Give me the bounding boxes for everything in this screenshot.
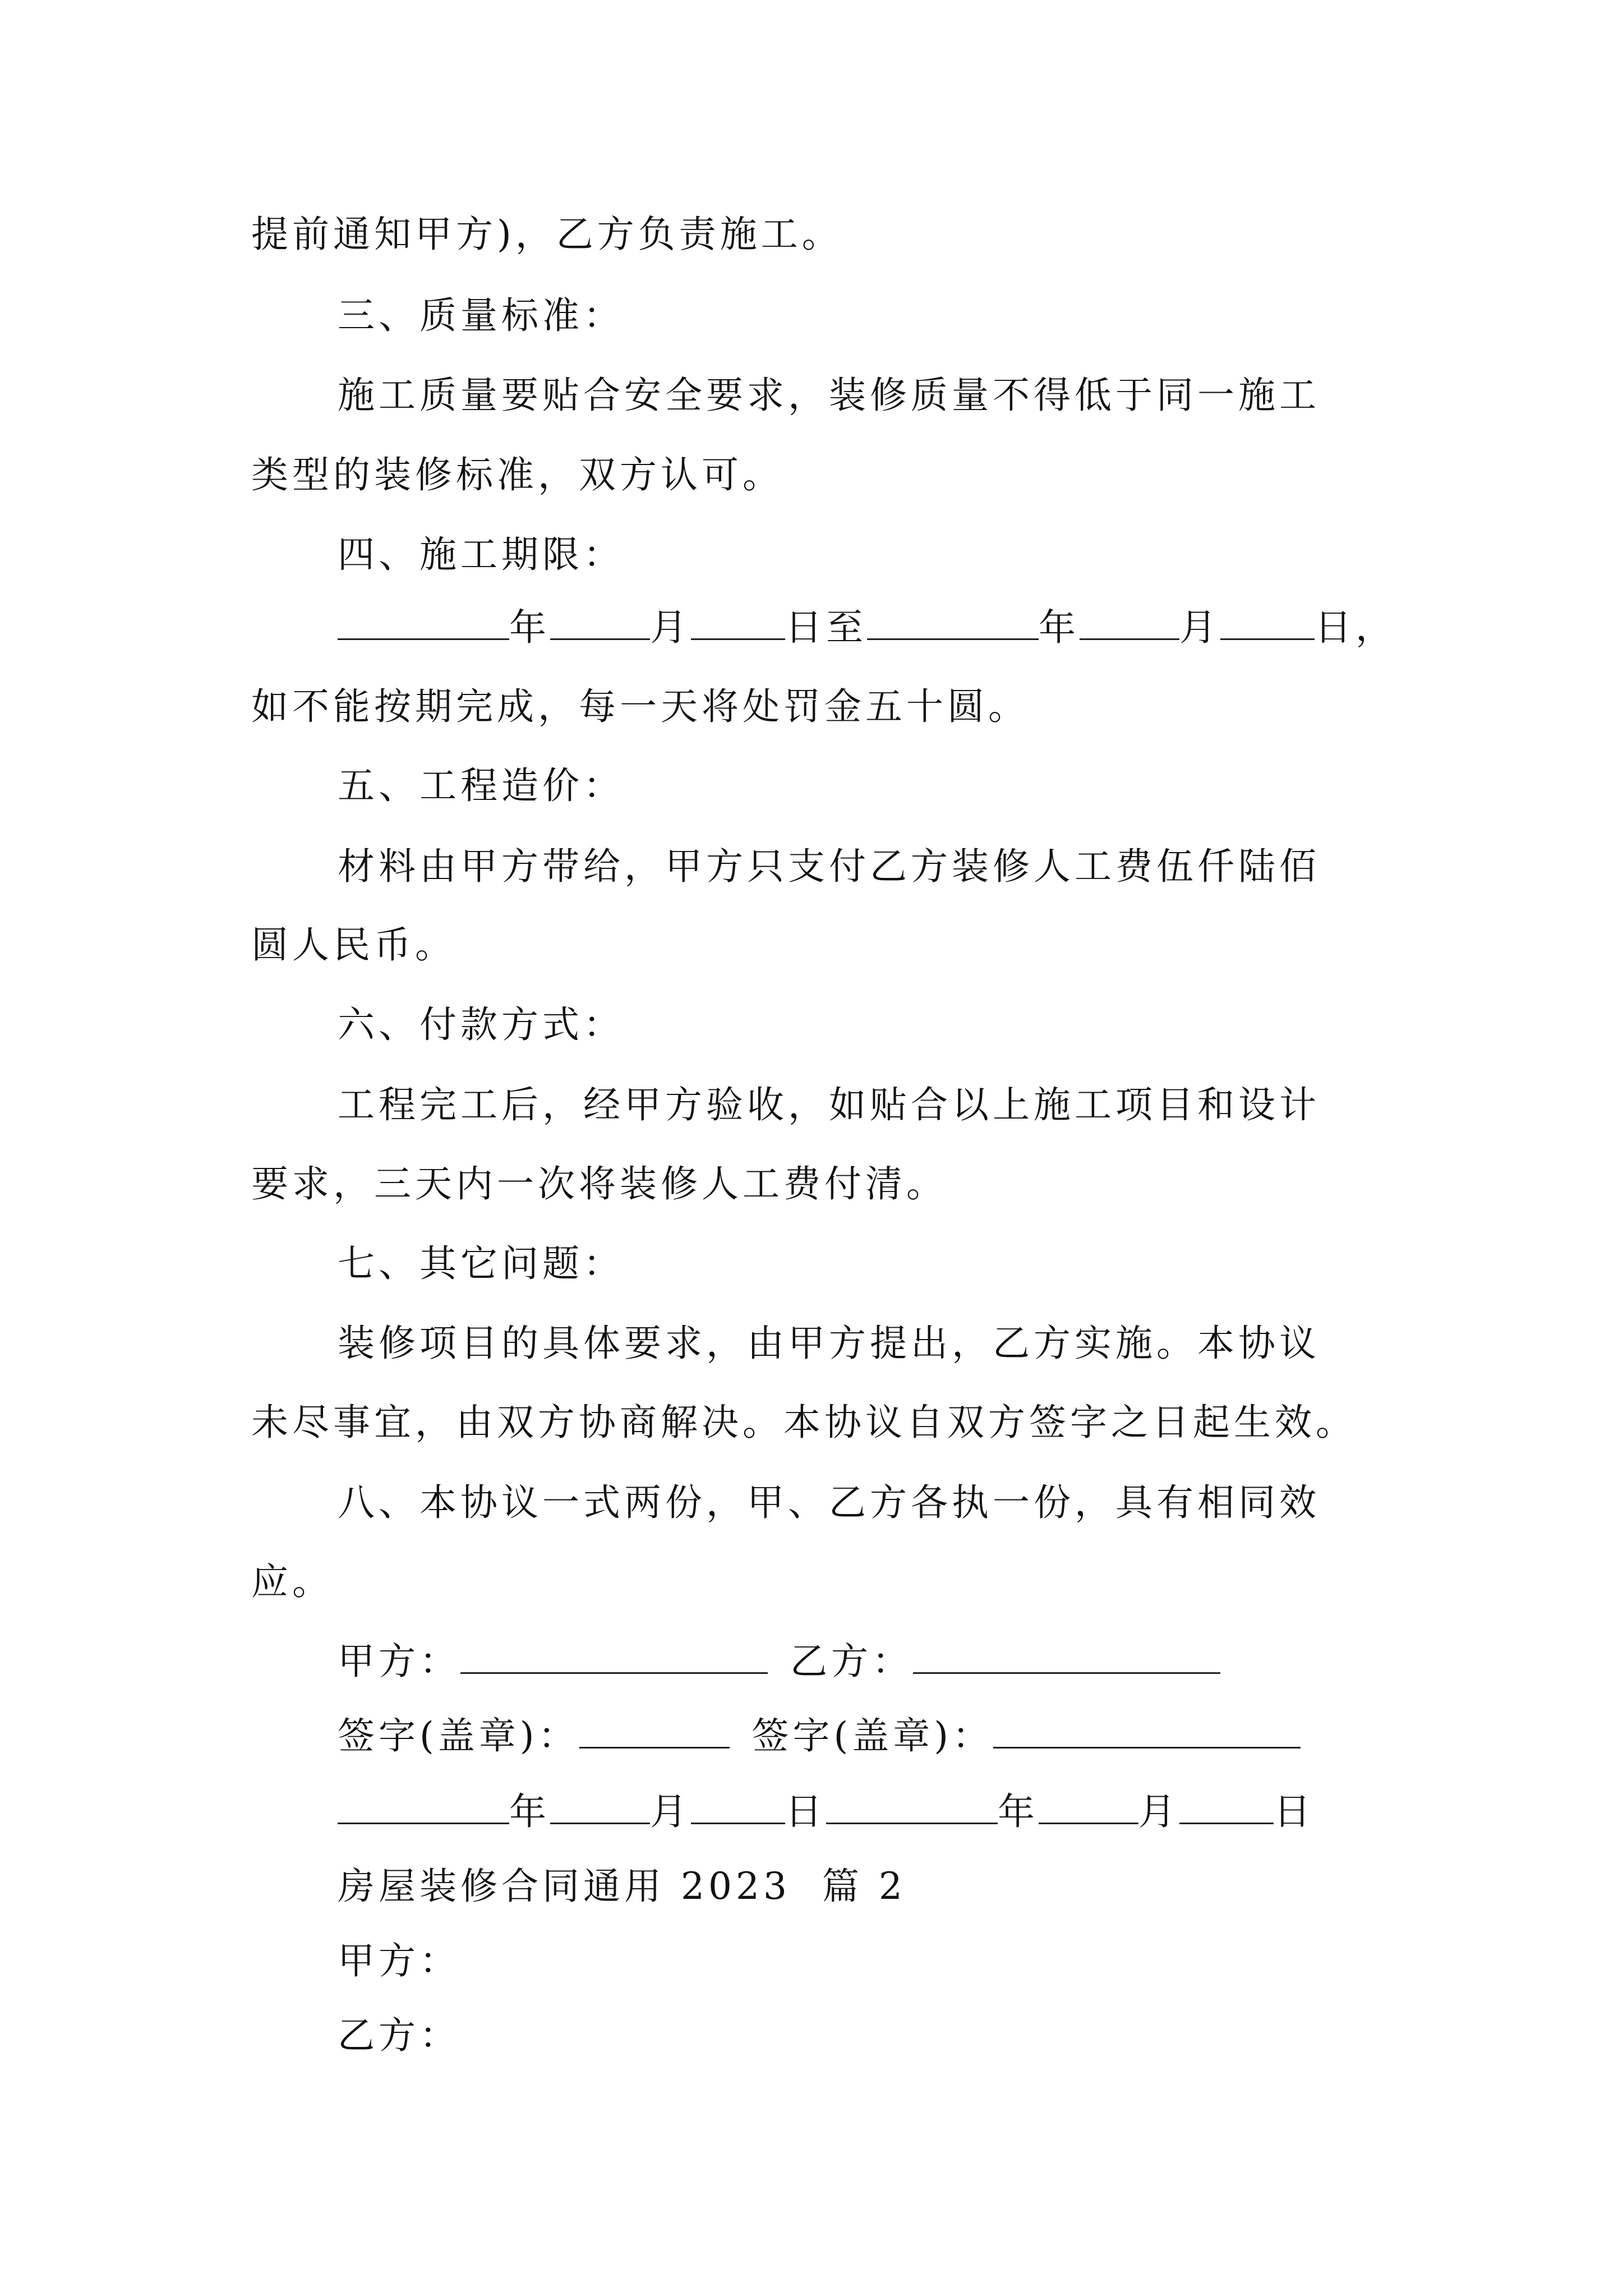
day-blank[interactable]	[1179, 1790, 1274, 1824]
year-label: 年	[1039, 606, 1080, 649]
paragraph-line: 装修项目的具体要求，由甲方提出，乙方实施。本协议	[338, 1322, 1320, 1365]
paragraph-line: 施工质量要贴合安全要求，装修质量不得低于同一施工	[338, 374, 1320, 417]
day-label: 日	[1274, 1790, 1315, 1833]
month-label: 月	[1138, 1790, 1179, 1833]
paragraph-line: 未尽事宜，由双方协商解决。本协议自双方签字之日起生效。	[251, 1401, 1357, 1444]
year-blank[interactable]	[338, 1790, 509, 1824]
section-heading-other: 七、其它问题：	[338, 1242, 624, 1285]
party-a-blank[interactable]	[460, 1640, 768, 1674]
section-heading-payment: 六、付款方式：	[338, 1003, 624, 1046]
date-range-line	[338, 602, 1396, 653]
paragraph-line: 八、本协议一式两份，甲、乙方各执一份，具有相同效	[338, 1481, 1320, 1524]
sign-seal-label-a: 签字(盖章)：	[338, 1714, 579, 1757]
day-from-label: 日至	[785, 606, 867, 649]
sign-seal-blank-a[interactable]	[579, 1714, 730, 1749]
sign-seal-row	[338, 1711, 1301, 1761]
paragraph-line: 要求，三天内一次将装修人工费付清。	[251, 1162, 947, 1205]
party-a-label: 甲方：	[338, 1640, 460, 1683]
section2-party-b: 乙方：	[338, 2014, 460, 2057]
day-end-label: 日，	[1315, 606, 1396, 649]
paragraph-line: 如不能按期完成，每一天将处罚金五十圆。	[251, 685, 1029, 728]
day-blank[interactable]	[691, 1790, 785, 1824]
section-heading-period: 四、施工期限：	[338, 533, 624, 576]
party-b-blank[interactable]	[913, 1640, 1220, 1674]
year-label: 年	[509, 1790, 550, 1833]
year-blank[interactable]	[338, 606, 509, 640]
party-b-label: 乙方：	[790, 1640, 913, 1683]
section2-party-a: 甲方：	[338, 1939, 460, 1982]
month-label: 月	[650, 1790, 691, 1833]
day-blank[interactable]	[1220, 606, 1315, 640]
month-blank[interactable]	[1039, 1790, 1138, 1824]
day-label: 日	[785, 1790, 826, 1833]
year-label: 年	[998, 1790, 1039, 1833]
sign-seal-label-b: 签字(盖章)：	[751, 1714, 993, 1757]
paragraph-line: 提前通知甲方)，乙方负责施工。	[251, 213, 843, 256]
year-blank[interactable]	[867, 606, 1039, 640]
month-label: 月	[650, 606, 691, 649]
paragraph-line: 类型的装修标准，双方认可。	[251, 453, 783, 496]
month-label: 月	[1179, 606, 1220, 649]
paragraph-line: 材料由甲方带给，甲方只支付乙方装修人工费伍仟陆佰	[338, 845, 1320, 888]
year-blank[interactable]	[826, 1790, 998, 1824]
sign-seal-blank-b[interactable]	[993, 1714, 1301, 1749]
paragraph-line: 圆人民币。	[251, 923, 456, 967]
party-signature-row	[338, 1636, 1220, 1687]
month-blank[interactable]	[550, 1790, 650, 1824]
section-heading-cost: 五、工程造价：	[338, 764, 624, 807]
signature-date-row	[338, 1787, 1315, 1837]
section-heading-quality: 三、质量标准：	[338, 294, 624, 337]
day-blank[interactable]	[691, 606, 785, 640]
paragraph-line: 工程完工后，经甲方验收，如贴合以上施工项目和设计	[338, 1083, 1320, 1126]
section2-title: 房屋装修合同通用 2023 篇 2	[338, 1865, 906, 1908]
month-blank[interactable]	[550, 606, 650, 640]
paragraph-line: 应。	[251, 1560, 333, 1603]
year-label: 年	[509, 606, 550, 649]
month-blank[interactable]	[1080, 606, 1179, 640]
